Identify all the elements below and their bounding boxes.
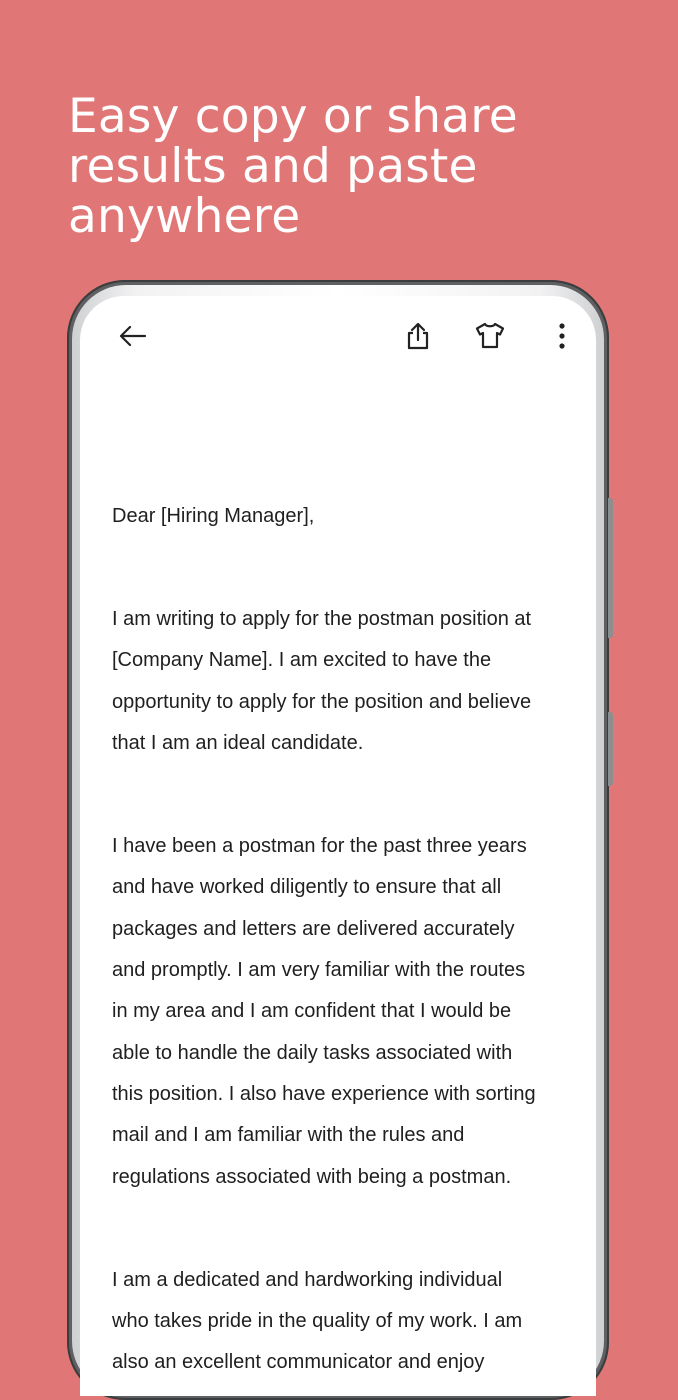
text-line: I am writing to apply for the postman position at: [112, 608, 532, 630]
text-line: and promptly. I am very familiar with the routes: [112, 959, 526, 982]
phone-volume-button: [608, 498, 613, 638]
text-line: opportunity to apply for the position and believe: [112, 690, 532, 713]
text-line: that I am an ideal candidate.: [112, 731, 364, 754]
text-line: I have been a postman for the past three years: [112, 835, 527, 858]
text-line: who takes pride in the quality of my work. I am: [112, 1310, 523, 1333]
text-line: mail and I am familiar with the rules and: [112, 1124, 465, 1147]
text-line: also an excellent communicator and enjoy: [112, 1351, 485, 1374]
top-app-bar: [80, 296, 596, 376]
text-line: packages and letters are delivered accurately: [112, 917, 515, 940]
letter-paragraph: [112, 599, 584, 764]
headline-line: results and paste: [68, 139, 478, 194]
promo-headline: [68, 89, 648, 244]
result-text[interactable]: [112, 496, 584, 1384]
letter-paragraph: [112, 826, 584, 1198]
more-options-button[interactable]: [542, 316, 582, 356]
text-line: and have worked diligently to ensure that all: [112, 876, 502, 899]
phone-power-button: [608, 712, 613, 786]
text-line: [Company Name]. I am excited to have the: [112, 649, 492, 672]
letter-salutation: Dear [Hiring Manager],: [112, 505, 315, 527]
text-line: in my area and I am confident that I would be: [112, 1000, 512, 1023]
text-line: able to handle the daily tasks associated with: [112, 1041, 513, 1064]
text-line: regulations associated with being a postman.: [112, 1165, 512, 1188]
share-icon: [403, 321, 433, 351]
back-button[interactable]: [113, 316, 153, 356]
theme-button[interactable]: [470, 316, 510, 356]
phone-screen: [80, 296, 596, 1396]
arrow-left-icon: [117, 320, 149, 352]
share-button[interactable]: [398, 316, 438, 356]
headline-line: Easy copy or share: [68, 89, 518, 144]
more-vertical-icon: [557, 321, 567, 351]
text-line: this position. I also have experience with sorting: [112, 1082, 536, 1105]
text-line: I am a dedicated and hardworking individual: [112, 1268, 503, 1291]
headline-line: anywhere: [68, 189, 301, 244]
tshirt-icon: [474, 320, 506, 352]
letter-paragraph: [112, 1260, 584, 1384]
